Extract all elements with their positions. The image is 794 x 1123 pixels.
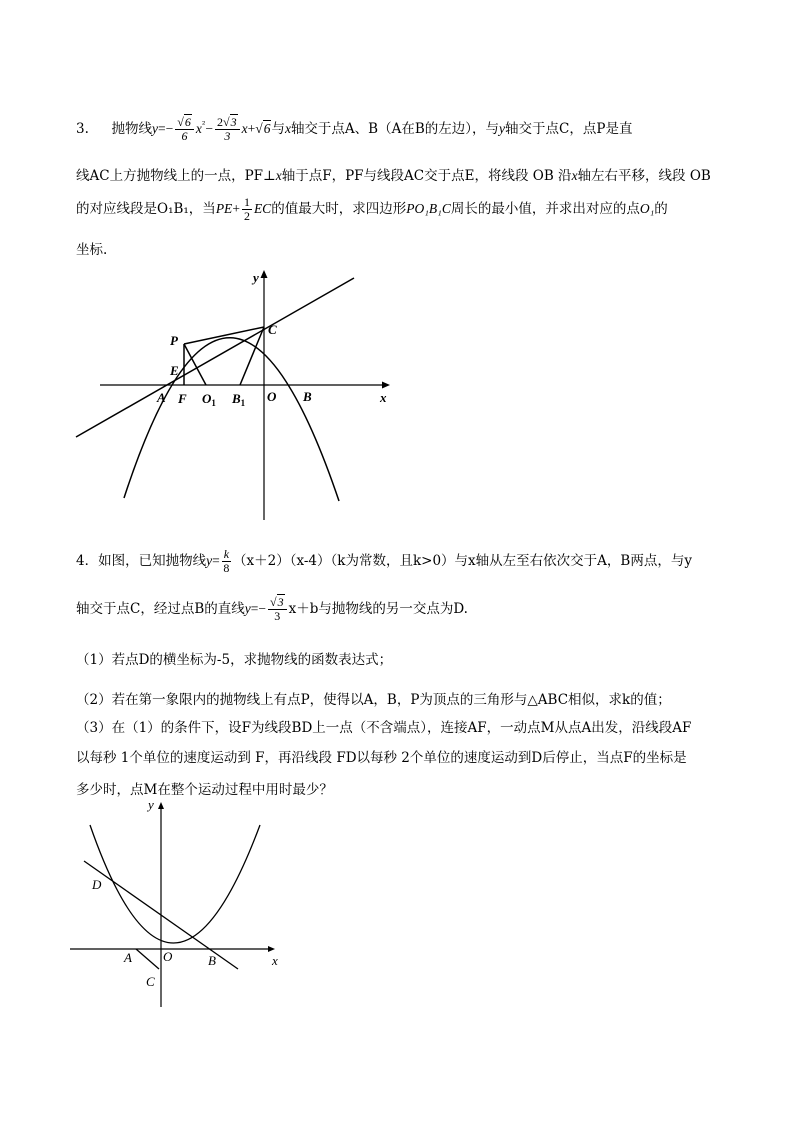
fig1-label-p: P <box>170 333 178 348</box>
fig2-y-arrow <box>158 802 164 809</box>
fig2-seg-ac <box>136 949 159 969</box>
fig1-label-x: x <box>380 390 387 405</box>
p4-l1-b: （x＋2）（x-4）（k为常数，且k>0）与x轴从左至右依次交于A，B两点，与y <box>233 553 692 569</box>
p4-l1-eq: = <box>212 553 220 568</box>
p4-q3-line-1: （3）在（1）的条件下，设F为线段BD上一点（不含端点），连接AF，一动点M从点A出发，沿线段AF <box>76 720 692 736</box>
p3-frac-2: $\frac{2√3}{3}$ <box>215 116 240 143</box>
p3-l2-c: 轴左右平移，线段 OB <box>577 168 711 184</box>
p4-q3-line-2: 以每秒 1个单位的速度运动到 F，再沿线段 FD以每秒 2个单位的速度运动到D后停止，当点F的坐标是 <box>76 750 687 766</box>
p4-frac-8: 8 <box>223 561 230 575</box>
p3-l3-d: 的 <box>654 201 668 217</box>
p4-frac-k8 <box>222 548 231 575</box>
p3-eq-minus: =− <box>157 121 174 136</box>
fig1-label-a: A <box>157 390 166 405</box>
p3-half-num: 1 <box>243 195 250 209</box>
p3-frac-1-den: 6 <box>181 129 188 143</box>
p4-l1-y: y <box>206 553 213 568</box>
p3-x-axis: x <box>284 121 291 136</box>
p4-l1-a: 4．如图，已知抛物线 <box>76 553 207 569</box>
fig1-label-f: F <box>178 391 187 406</box>
fig1-y-arrow <box>261 270 268 278</box>
p3-l3-pe: PE <box>215 201 233 216</box>
fig1-label-b: B <box>303 389 312 404</box>
p3-eq-plus: + <box>247 121 256 136</box>
p3-frac-2-coef: 2 <box>217 115 224 129</box>
p3-eq-minus2: − <box>205 121 214 136</box>
p3-line-4 <box>76 238 107 258</box>
p3-text-b: 与 <box>271 121 285 137</box>
p4-q2: （2）若在第一象限内的抛物线上有点P，使得以A，B，P为顶点的三角形与△ABC相似，求k的值； <box>76 692 671 708</box>
fig2-label-y: y <box>148 797 154 812</box>
p3-eq-sup: ² <box>201 120 206 131</box>
p3-number: 3. <box>76 121 89 137</box>
p4-frac-r3-den: 3 <box>274 609 281 623</box>
p3-l2-b: 轴于点F，PF与线段AC交于点E，将线段 OB 沿 <box>281 168 572 184</box>
p3-half <box>242 196 252 223</box>
p3-line-3 <box>76 196 668 223</box>
fig1-parabola <box>124 338 339 501</box>
p3-half-den: 2 <box>243 209 250 223</box>
p3-l3-plus: + <box>232 201 240 216</box>
fig1-label-e: E <box>170 363 179 378</box>
fig1-label-o1-main: O <box>202 391 212 406</box>
p3-l3-c: 周长的最小值，并求出对应的点 <box>450 201 640 217</box>
p3-frac-1: $\frac{√6}{6}$ <box>175 116 194 143</box>
p3-line-2 <box>76 164 711 184</box>
fig1-line-ac <box>76 278 354 437</box>
p4-frac-r3-num: 3 <box>277 595 284 609</box>
p3-l3-o: O₁ <box>639 201 655 216</box>
fig1-label-o: O <box>267 389 277 404</box>
figure-1 <box>60 262 400 530</box>
fig2-x-arrow <box>268 946 275 952</box>
fig1-label-o1-sub: 1 <box>211 398 216 408</box>
p3-frac-2-num: 3 <box>230 115 237 129</box>
p3-eq-x2: x <box>195 121 202 136</box>
p3-l3-a: 的对应线段是O₁B₁，当 <box>76 201 216 217</box>
fig2-label-a: A <box>124 950 132 965</box>
p3-y-axis: y <box>499 121 506 136</box>
figure-2 <box>60 795 300 1015</box>
fig1-label-b1-sub: 1 <box>240 398 246 408</box>
p3-l2-a: 线AC上方抛物线上的一点，PF⊥ <box>76 168 276 184</box>
fig2-label-c: C <box>146 974 155 989</box>
p4-frac-k: k <box>223 547 230 561</box>
p3-eq-x: x <box>241 121 248 136</box>
p3-text-a: 抛物线 <box>111 121 152 137</box>
p4-l2-b: x＋b与抛物线的另一交点为D. <box>288 601 468 617</box>
p3-l2-x2: x <box>571 168 578 183</box>
p3-text-d: 轴交于点C，点P是直 <box>505 121 633 137</box>
fig2-label-x: x <box>272 953 278 968</box>
fig1-label-c: C <box>268 322 277 337</box>
p3-text-c: 轴交于点A、B（A在B的左边），与 <box>290 121 500 137</box>
p4-line-2 <box>76 596 468 623</box>
p4-line-1 <box>76 548 692 575</box>
fig1-label-b1 <box>231 391 246 408</box>
p3-line-1: 3. 抛物线y=− $\frac{√6}{6}$ $x^{^2}-$ $\frac{2√3}{3}$ x+√6与x轴交于点A、B（A在B的左边），与y轴交于点C，点P是直 <box>76 115 633 143</box>
p4-l2-eq: =− <box>250 601 266 616</box>
fig1-x-arrow <box>382 382 390 389</box>
p3-frac-1-num: 6 <box>184 115 191 129</box>
fig1-label-o1 <box>202 391 216 408</box>
fig1-label-b1-main: B <box>232 391 241 406</box>
p4-l2-y: y <box>244 601 251 616</box>
fig2-label-d: D <box>92 877 102 892</box>
fig1-label-y: y <box>253 270 259 285</box>
p4-l2-a: 轴交于点C，经过点B的直线 <box>76 601 245 617</box>
fig2-label-b: B <box>208 953 216 968</box>
p3-eq-rad: 6 <box>263 121 271 136</box>
p4-frac-r3: $\frac{√3}{3}$ <box>268 596 287 623</box>
p3-l2-x: x <box>275 168 282 183</box>
p3-l3-quad: PO₁B₁C <box>406 201 451 216</box>
p3-l3-b: 的值最大时，求四边形 <box>271 201 407 217</box>
fig2-label-o: O <box>163 949 173 964</box>
p3-frac-2-den: 3 <box>224 129 231 143</box>
p3-eq-y: y <box>151 121 158 136</box>
p4-q3-line-3: 多少时，点M在整个运动过程中用时最少？ <box>76 782 333 798</box>
p4-q1: （1）若点D的横坐标为-5，求抛物线的函数表达式； <box>76 652 393 668</box>
p3-l4: 坐标. <box>76 242 108 258</box>
p3-l3-ec: EC <box>253 201 272 216</box>
